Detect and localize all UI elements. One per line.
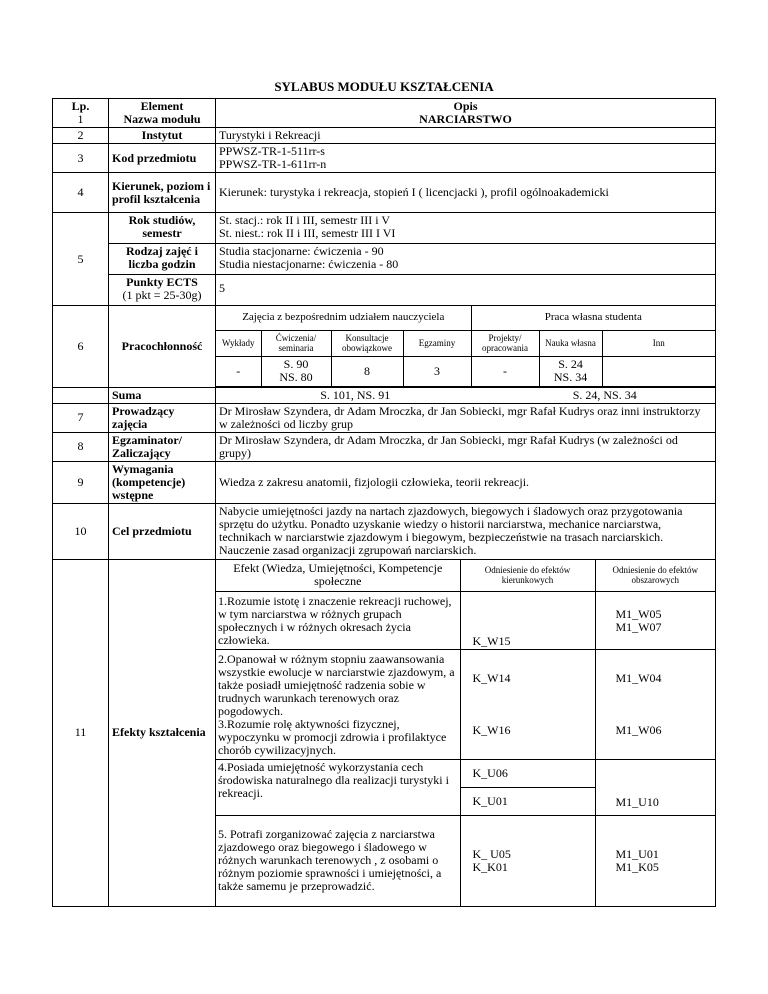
row-3-label: Kod przedmiotu [109, 144, 216, 173]
header-element: Element [140, 99, 184, 113]
outcome-5-field-1: K_ U05 [472, 846, 511, 861]
col-exams: Egzaminy [403, 330, 471, 356]
col-lectures: Wykłady [216, 330, 261, 356]
outcome-3-text: 3.Rozumie rolę aktywności fizycznej, wypoczynku w promocji zdrowia i profilaktyce chorób cywilizacyjnych. [218, 717, 447, 757]
hours-non-stationary: Studia niestacjonarne: ćwiczenia - 80 [219, 257, 399, 271]
row-11-lp: 11 [53, 559, 109, 906]
outcome-2-area: M1_W04 [615, 671, 662, 685]
outcome-5-area-2: M1_K05 [615, 859, 659, 874]
val-self-study: S. 24 NS. 34 [539, 356, 602, 386]
row-11 [53, 559, 716, 906]
val-lectures: - [216, 356, 261, 386]
val-projects: - [471, 356, 539, 386]
row-2 [53, 128, 716, 144]
row-7 [53, 403, 716, 432]
outcome-4-text: 4.Posiada umiejętność wykorzystania cech środowiska naturalnego dla realizacji turystyki i rekreacji. [216, 760, 460, 816]
row-9-value: Wiedza z zakresu anatomii, fizjologii człowieka, teorii rekreacji. [216, 461, 716, 503]
row-4-label: Kierunek, poziom i profil kształcenia [109, 173, 216, 213]
row-10-label: Cel przedmiotu [109, 503, 216, 559]
outcomes-head-area: Odniesienie do efektów obszarowych [595, 560, 715, 592]
row-11-label: Efekty kształcenia [109, 559, 216, 906]
year-stationary: St. stacj.: rok II i III, semestr III i V [219, 213, 391, 227]
sum-row [53, 387, 716, 403]
val-consultations: 8 [331, 356, 403, 386]
row-2-lp: 2 [53, 128, 109, 144]
course-code-2: PPWSZ-TR-1-611rr-n [219, 157, 327, 171]
outcome-1-area-2: M1_W07 [615, 619, 662, 634]
outcomes-table [216, 560, 715, 906]
row-4 [53, 173, 716, 213]
outcome-5-field-2: K_K01 [472, 859, 508, 874]
row-7-value: Dr Mirosław Szyndera, dr Adam Mroczka, dr Jan Sobiecki, mgr Rafał Kudrys oraz inni instruktorzy w zależności od liczby grup [216, 403, 716, 432]
course-code-1: PPWSZ-TR-1-511rr-s [219, 144, 325, 158]
header-lp: Lp. [71, 99, 90, 113]
row-9 [53, 461, 716, 503]
syllabus-table [52, 98, 716, 907]
col-consultations: Konsultacje obowiązkowe [331, 330, 403, 356]
col-self-study: Nauka własna [539, 330, 602, 356]
row-5 [53, 213, 716, 306]
row-5-label-ects-note: (1 pkt = 25-30g) [122, 288, 202, 302]
outcomes-head-field: Odniesienie do efektów kierunkowych [460, 560, 595, 592]
outcome-2-text: 2.Opanował w różnym stopniu zaawansowania wszystkie ewolucje w narciarstwie zjazdowym, a także posiadł umiejętność radzenia sobie w trudnych warunkach terenowych oraz pogodowych. [218, 652, 455, 718]
row-7-lp: 7 [53, 403, 109, 432]
row-3 [53, 144, 716, 173]
row-8-lp: 8 [53, 432, 109, 461]
table-header-row [53, 99, 716, 128]
val-other [602, 356, 715, 386]
row-5-label-type: Rodzaj zajęć i liczba godzin [109, 244, 215, 275]
ects-value: 5 [219, 281, 225, 295]
outcome-4-field-1: K_U06 [461, 760, 595, 788]
sum-self: S. 24, NS. 34 [572, 387, 637, 402]
year-non-stationary: St. niest.: rok II i III, semestr III I VI [219, 226, 396, 240]
outcome-1-area-1: M1_W05 [615, 606, 662, 621]
row-10 [53, 503, 716, 559]
group-contact: Zajęcia z bezpośrednim udziałem nauczyciela [216, 306, 471, 330]
hours-stationary: Studia stacjonarne: ćwiczenia - 90 [219, 244, 384, 258]
row-4-value: Kierunek: turystyka i rekreacja, stopień I ( licencjacki ), profil ogólnoakademicki [216, 173, 716, 213]
row-7-label: Prowadzący zajęcia [109, 403, 216, 432]
row-9-label: Wymagania (kompetencje) wstępne [109, 461, 216, 503]
row-1-lp: 1 [77, 112, 84, 126]
row-2-label: Instytut [109, 128, 216, 144]
document-title: SYLABUS MODUŁU KSZTAŁCENIA [274, 79, 494, 94]
row-1-label: Nazwa modułu [123, 112, 201, 126]
col-exercises: Ćwiczenia/ seminaria [261, 330, 331, 356]
row-3-lp: 3 [53, 144, 109, 173]
outcome-4-area: M1_U10 [595, 760, 715, 816]
outcome-5-area-1: M1_U01 [615, 846, 659, 861]
row-5-lp: 5 [53, 213, 109, 306]
row-8-label: Egzaminator/ Zaliczający [109, 432, 216, 461]
col-projects: Projekty/ opracowania [471, 330, 539, 356]
row-5-label-ects: Punkty ECTS [126, 275, 198, 289]
col-other: Inn [602, 330, 715, 356]
group-self: Praca własna studenta [471, 306, 715, 330]
module-name: NARCIARSTWO [419, 112, 512, 126]
outcome-1-text: 1.Rozumie istotę i znaczenie rekreacji ruchowej, w tym narciarstwa w różnych grupach społecznych i w różnych okresach życia człowieka. [216, 592, 460, 650]
row-8 [53, 432, 716, 461]
row-5-label-year: Rok studiów, semestr [109, 213, 215, 244]
outcome-2-field: K_W14 [472, 671, 511, 685]
sum-label: Suma [109, 387, 216, 403]
row-6-lp: 6 [53, 306, 109, 388]
row-10-value: Nabycie umiejętności jazdy na nartach zjazdowych, biegowych i śladowych oraz przygotowania sprzętu do użytku. Ponadto uzyskanie wiedzy o historii narciarstwa, mechanice narciarstwa, technikach w narciarstwie zjazdowym i biegowym, bezpieczeństwie na trasach narciarskich. Nauczenie zasad organizacji zgrupowań narciarskich. [216, 503, 716, 559]
sum-contact: S. 101, NS. 91 [320, 387, 391, 402]
workload-table [216, 306, 715, 387]
row-2-value: Turystyki i Rekreacji [216, 128, 716, 144]
outcome-5-text: 5. Potrafi zorganizować zajęcia z narciarstwa zjazdowego oraz biegowego i śladowego w różnych warunkach terenowych , z osobami o różnym poziomie sprawności i umiejętności, a także samemu je przeprowadzić. [216, 816, 460, 906]
val-exams: 3 [403, 356, 471, 386]
row-4-lp: 4 [53, 173, 109, 213]
outcome-1-field: K_W15 [460, 592, 595, 650]
row-6-label: Pracochłonność [121, 338, 203, 353]
header-opis: Opis [453, 99, 478, 113]
row-9-lp: 9 [53, 461, 109, 503]
outcome-3-field: K_W16 [472, 723, 511, 737]
val-exercises: S. 90 NS. 80 [261, 356, 331, 386]
row-8-value: Dr Mirosław Szyndera, dr Adam Mroczka, dr Jan Sobiecki, mgr Rafał Kudrys (w zależności od grupy) [216, 432, 716, 461]
outcomes-head-effect: Efekt (Wiedza, Umiejętności, Kompetencje społeczne [216, 560, 460, 592]
row-10-lp: 10 [53, 503, 109, 559]
row-6 [53, 306, 716, 388]
outcome-3-area: M1_W06 [615, 723, 662, 737]
outcome-4-field-2: K_U01 [472, 794, 508, 808]
